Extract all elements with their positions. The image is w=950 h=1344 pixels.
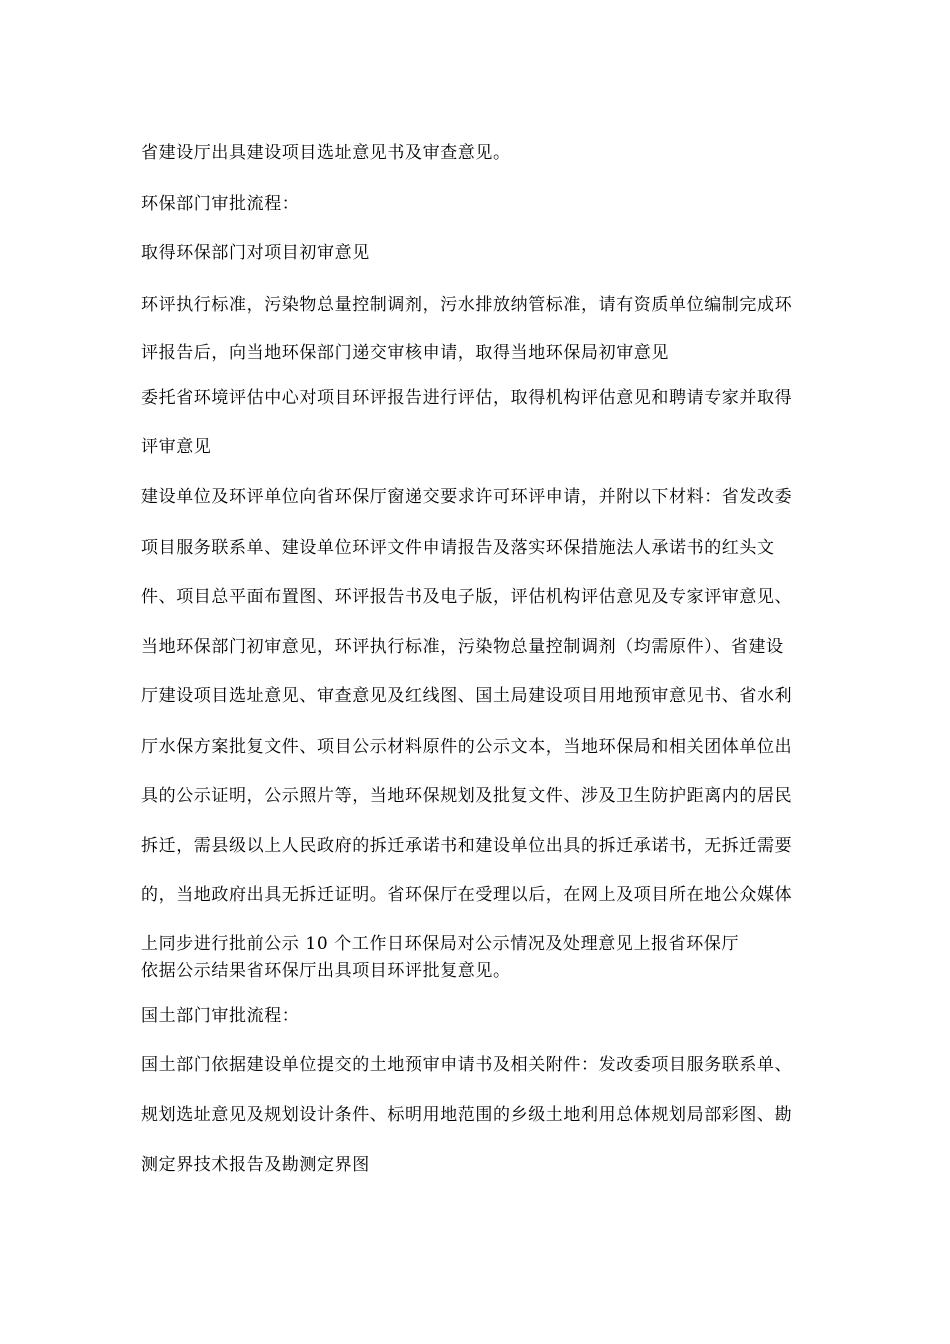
- text-line: 依据公示结果省环保厅出具项目环评批复意见。: [141, 961, 511, 981]
- text-line: 国土部门依据建设单位提交的土地预审申请书及相关附件：发改委项目服务联系单、: [141, 1055, 793, 1075]
- text-line: 件、项目总平面布置图、环评报告书及电子版，评估机构评估意见及专家评审意见、: [141, 587, 793, 607]
- section-heading: 环保部门审批流程：: [141, 194, 300, 214]
- text-line: 拆迁，需县级以上人民政府的拆迁承诺书和建设单位出具的拆迁承诺书，无拆迁需要: [141, 836, 793, 856]
- text-line: 项目服务联系单、建设单位环评文件申请报告及落实环保措施法人承诺书的红头文: [141, 538, 775, 558]
- text-line: 评报告后，向当地环保部门递交审核申请，取得当地环保局初审意见: [141, 343, 669, 363]
- text-line: 的，当地政府出具无拆迁证明。省环保厅在受理以后，在网上及项目所在地公众媒体: [141, 885, 793, 905]
- text-line: 测定界技术报告及勘测定界图: [141, 1155, 370, 1175]
- text-line: 厅水保方案批复文件、项目公示材料原件的公示文本，当地环保局和相关团体单位出: [141, 737, 793, 757]
- text-line: 取得环保部门对项目初审意见: [141, 243, 370, 263]
- text-line: 厅建设项目选址意见、审查意见及红线图、国土局建设项目用地预审意见书、省水利: [141, 686, 793, 706]
- text-line: 委托省环境评估中心对项目环评报告进行评估，取得机构评估意见和聘请专家并取得: [141, 388, 793, 408]
- text-line: 省建设厅出具建设项目选址意见书及审查意见。: [141, 143, 511, 163]
- text-line: 上同步进行批前公示 10 个工作日环保局对公示情况及处理意见上报省环保厅: [141, 934, 740, 954]
- text-line: 建设单位及环评单位向省环保厅窗递交要求许可环评申请，并附以下材料：省发改委: [141, 487, 793, 507]
- text-line: 当地环保部门初审意见，环评执行标准，污染物总量控制调剂（均需原件）、省建设: [141, 637, 784, 657]
- text-line: 规划选址意见及规划设计条件、标明用地范围的乡级土地利用总体规划局部彩图、勘: [141, 1105, 793, 1125]
- text-line: 评审意见: [141, 437, 212, 457]
- text-line: 具的公示证明，公示照片等，当地环保规划及批复文件、涉及卫生防护距离内的居民: [141, 786, 793, 806]
- section-heading: 国土部门审批流程：: [141, 1006, 300, 1026]
- text-line: 环评执行标准，污染物总量控制调剂，污水排放纳管标准，请有资质单位编制完成环: [141, 295, 793, 315]
